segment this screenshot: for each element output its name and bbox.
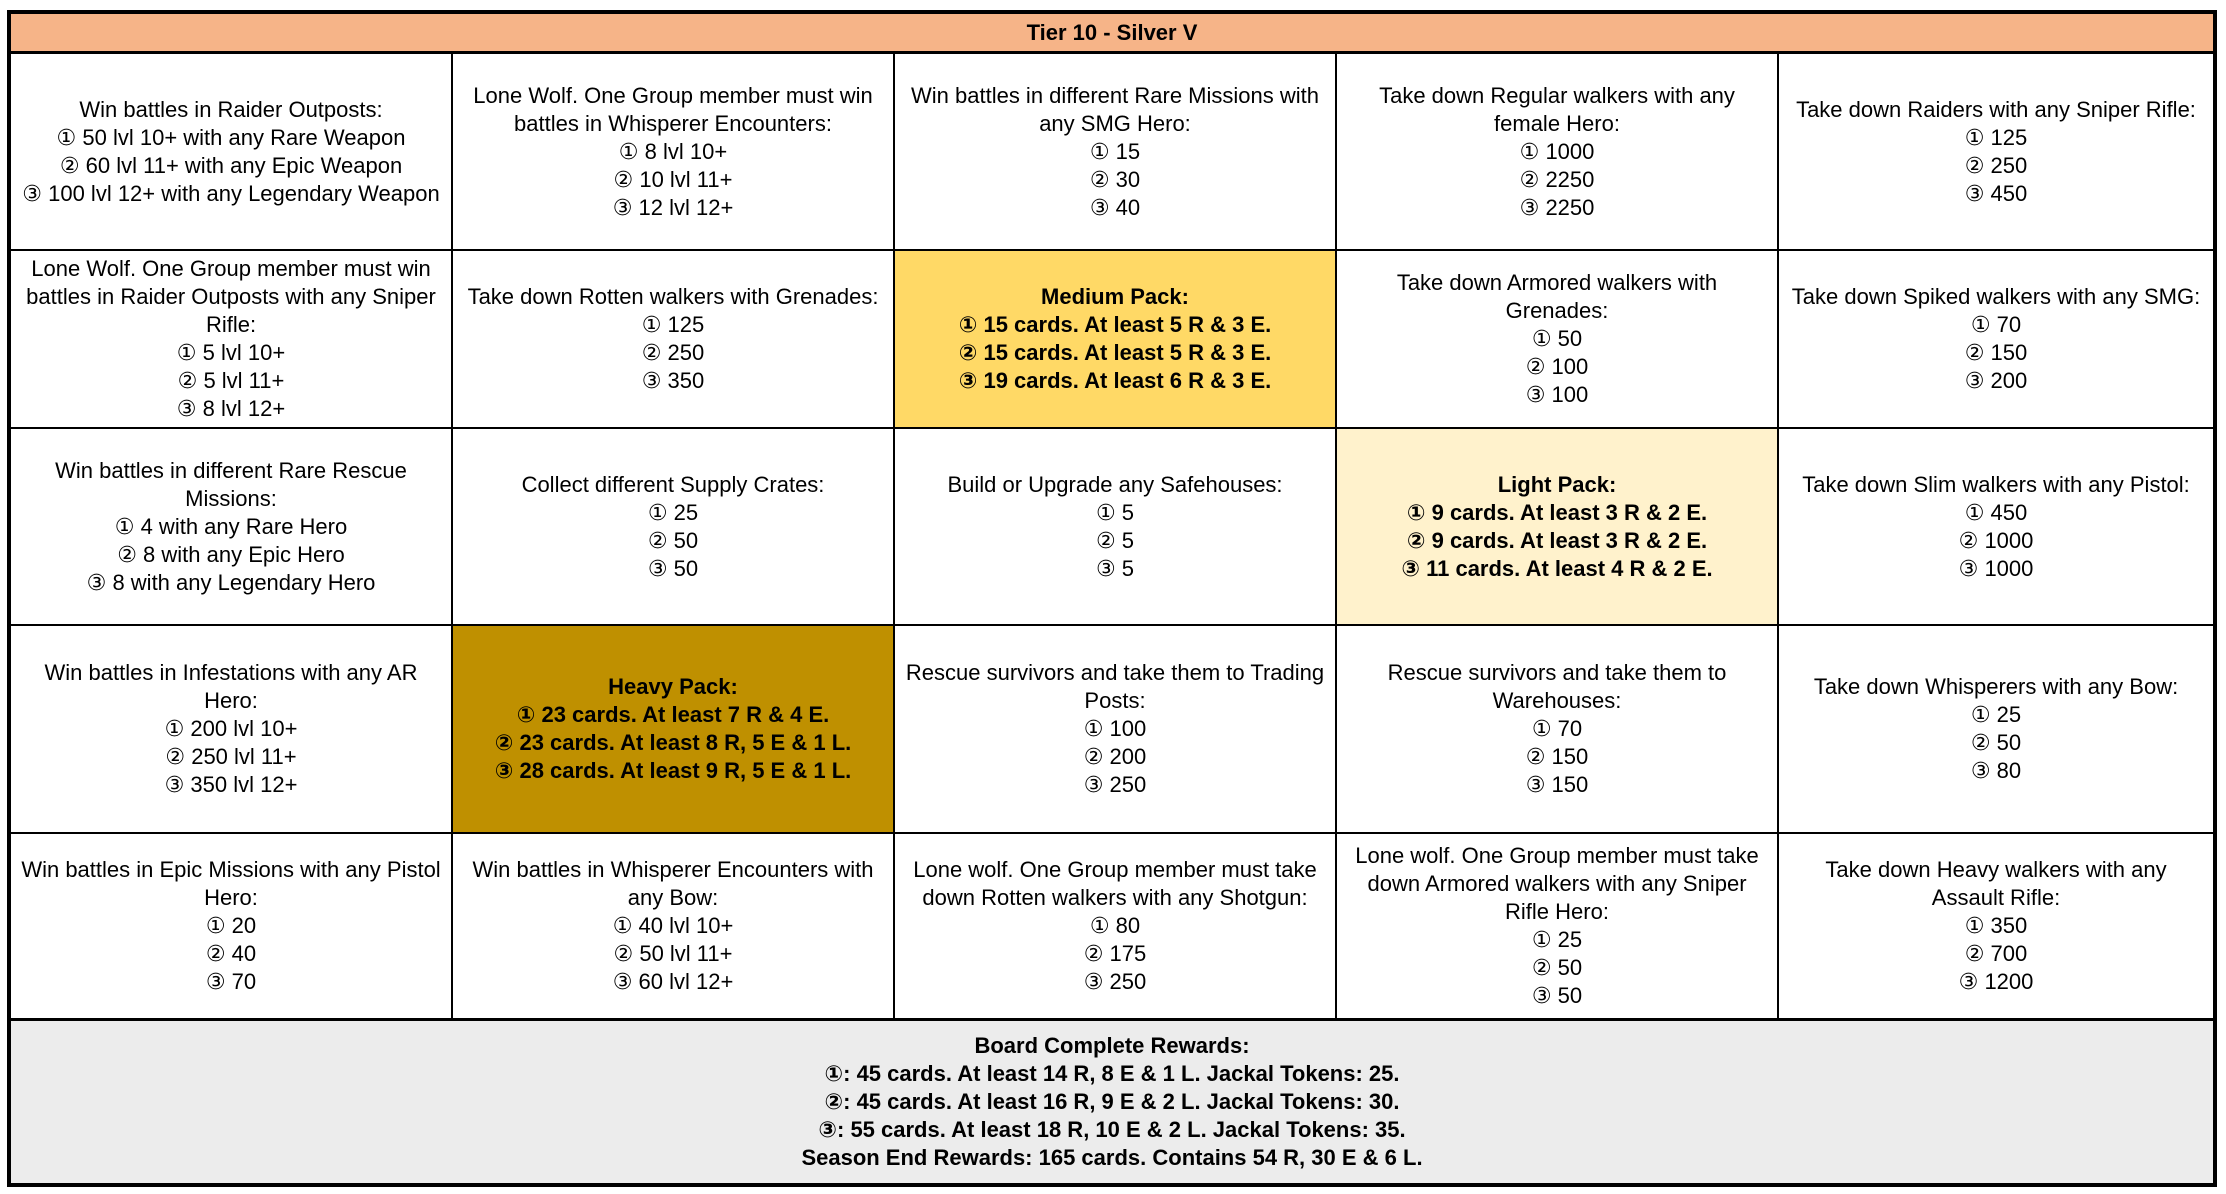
rewards-heading: Board Complete Rewards: [974,1033,1250,1058]
challenge-cell [1779,834,2213,1021]
tier-requirement: ③ 150 [1525,772,1589,797]
tier-requirement: ③ 8 lvl 12+ [176,396,286,421]
challenge-description: Take down Slim walkers with any Pistol: [1802,471,2190,497]
tier-requirement: ① 50 [1531,326,1583,351]
tier-requirement: ② 30 [1089,166,1141,192]
challenge-cell [895,429,1337,626]
tier-requirement: ③ 50 [1531,983,1583,1008]
tier-requirement: ③ 12 lvl 12+ [612,194,734,220]
tier-requirement: ② 8 with any Epic Hero [117,541,345,567]
tier-requirement: ③ 1000 [1958,555,2034,581]
tier-requirement: ② 9 cards. At least 3 R & 2 E. [1406,527,1708,553]
tier-requirement: ① 450 [1964,499,2028,525]
tier-requirement: ③ 80 [1970,758,2022,783]
challenge-description: Take down Heavy walkers with any Assault Rifle: [1825,857,2167,910]
tier-requirement: ③ 100 lvl 12+ with any Legendary Weapon [22,180,440,206]
pack-title: Heavy Pack: [608,674,738,699]
tier-requirement: ① 100 [1083,716,1147,741]
tier-requirement: ③ 250 [1083,969,1147,994]
challenge-cell [1337,626,1779,834]
tier-requirement: ① 20 [205,913,257,938]
tier-requirement: ② 10 lvl 11+ [613,166,733,192]
tier-requirement: ① 125 [641,312,705,337]
light-pack-cell [1337,429,1779,626]
tier-requirement: ① 70 [1531,716,1583,741]
tier-requirement: ③ 70 [205,969,257,994]
challenge-description: Lone Wolf. One Group member must win battles in Raider Outposts with any Sniper Rifle: [26,256,436,337]
tier-requirement: ① 25 [1970,702,2022,727]
tier-requirement: ② 23 cards. At least 8 R, 5 E & 1 L. [494,730,852,755]
tier-requirement: ① 200 lvl 10+ [164,716,298,741]
tier-requirement: ② 700 [1964,941,2028,966]
challenge-cell [11,834,453,1021]
medium-pack-cell [895,251,1337,429]
tier-requirement: ② 200 [1083,744,1147,769]
challenge-cell [11,626,453,834]
tier-requirement: ② 15 cards. At least 5 R & 3 E. [958,340,1272,365]
tier-requirement: ② 40 [205,941,257,966]
tier-requirement: ③ 250 [1083,772,1147,797]
challenge-description: Win battles in Raider Outposts: [79,96,383,122]
tier-requirement: ① 5 lvl 10+ [176,340,286,365]
challenge-description: Take down Raiders with any Sniper Rifle: [1796,96,2196,122]
pack-title: Light Pack: [1497,471,1617,497]
challenge-description: Lone wolf. One Group member must take down Armored walkers with any Sniper Rifle Hero: [1355,843,1759,924]
tier-requirement: ① 25 [1531,927,1583,952]
tier-requirement: ② 150 [1525,744,1589,769]
challenge-cell [1779,251,2213,429]
challenge-description: Build or Upgrade any Safehouses: [947,471,1283,497]
tier-board [7,10,2217,1187]
challenge-cell [453,54,895,251]
challenge-description: Lone Wolf. One Group member must win battles in Whisperer Encounters: [473,82,873,136]
challenge-cell [1779,626,2213,834]
tier-title: Tier 10 - Silver V [11,14,2213,54]
challenge-description: Win battles in Epic Missions with any Pistol Hero: [21,857,441,910]
challenge-description: Collect different Supply Crates: [521,471,825,497]
tier-requirement: ② 250 [641,340,705,365]
tier-requirement: ① 80 [1089,913,1141,938]
challenge-description: Take down Armored walkers with Grenades: [1396,270,1718,323]
tier-requirement: ③ 1200 [1958,969,2034,994]
tier-requirement: ① 8 lvl 10+ [618,138,728,164]
tier-requirement: ③ 5 [1095,555,1135,581]
challenge-cell [1779,429,2213,626]
challenge-cell [453,429,895,626]
challenge-description: Take down Whisperers with any Bow: [1813,674,2179,699]
tier-requirement: ② 50 lvl 11+ [613,941,733,966]
tier-requirement: ② 150 [1964,340,2028,365]
tier-requirement: ① 50 lvl 10+ with any Rare Weapon [56,124,406,150]
challenge-cell [453,834,895,1021]
challenge-cell [1337,251,1779,429]
heavy-pack-cell [453,626,895,834]
challenge-description: Win battles in different Rare Rescue Missions: [55,457,407,511]
challenge-cell [1337,54,1779,251]
tier-requirement: ② 2250 [1519,166,1595,192]
tier-requirement: ① 15 [1089,138,1141,164]
tier-requirement: ② 250 lvl 11+ [165,744,297,769]
tier-requirement: ① 15 cards. At least 5 R & 3 E. [958,312,1272,337]
challenge-cell [1779,54,2213,251]
challenge-description: Win battles in different Rare Missions with any SMG Hero: [911,82,1319,136]
challenge-grid [11,54,2213,1021]
tier-requirement: ① 40 lvl 10+ [612,913,734,938]
pack-title: Medium Pack: [1041,284,1189,309]
challenge-cell [895,626,1337,834]
challenge-cell [895,54,1337,251]
tier-requirement: ① 350 [1964,913,2028,938]
tier-requirement: ① 23 cards. At least 7 R & 4 E. [516,702,830,727]
tier-requirement: ① 1000 [1519,138,1595,164]
tier-requirement: ② 250 [1964,152,2028,178]
tier-requirement: ③ 100 [1525,382,1589,407]
reward-line: ①: 45 cards. At least 14 R, 8 E & 1 L. Jackal Tokens: 25. [824,1061,1400,1086]
tier-requirement: ① 125 [1964,124,2028,150]
tier-requirement: ② 60 lvl 11+ with any Epic Weapon [59,152,403,178]
challenge-cell [11,54,453,251]
tier-requirement: ③ 11 cards. At least 4 R & 2 E. [1401,555,1713,581]
challenge-cell [453,251,895,429]
tier-requirement: ① 5 [1095,499,1135,525]
tier-requirement: ③ 60 lvl 12+ [612,969,734,994]
challenge-cell [895,834,1337,1021]
challenge-description: Win battles in Whisperer Encounters with any Bow: [472,857,874,910]
tier-requirement: ③ 28 cards. At least 9 R, 5 E & 1 L. [494,758,852,783]
challenge-cell [11,429,453,626]
challenge-description: Rescue survivors and take them to Warehouses: [1387,660,1727,713]
tier-requirement: ③ 350 lvl 12+ [164,772,298,797]
challenge-description: Take down Rotten walkers with Grenades: [467,284,879,309]
challenge-description: Lone wolf. One Group member must take down Rotten walkers with any Shotgun: [913,857,1317,910]
tier-requirement: ② 1000 [1958,527,2034,553]
tier-requirement: ③ 40 [1089,194,1141,220]
tier-requirement: ③ 50 [647,555,699,581]
tier-requirement: ② 50 [647,527,699,553]
tier-requirement: ③ 2250 [1519,194,1595,220]
tier-requirement: ② 50 [1531,955,1583,980]
challenge-description: Rescue survivors and take them to Trading Posts: [905,660,1325,713]
challenge-description: Take down Spiked walkers with any SMG: [1791,284,2201,309]
tier-requirement: ② 5 lvl 11+ [177,368,285,393]
tier-requirement: ③ 350 [641,368,705,393]
tier-requirement: ③ 200 [1964,368,2028,393]
challenge-description: Win battles in Infestations with any AR Hero: [44,660,418,713]
tier-requirement: ② 100 [1525,354,1589,379]
challenge-cell [11,251,453,429]
tier-requirement: ② 50 [1970,730,2022,755]
challenge-description: Take down Regular walkers with any female Hero: [1379,82,1735,136]
tier-requirement: ③ 19 cards. At least 6 R & 3 E. [958,368,1272,393]
tier-requirement: ② 5 [1095,527,1135,553]
tier-requirement: ① 25 [647,499,699,525]
challenge-cell [1337,834,1779,1021]
tier-requirement: ③ 450 [1964,180,2028,206]
reward-line: Season End Rewards: 165 cards. Contains 54 R, 30 E & 6 L. [801,1145,1423,1170]
tier-requirement: ③ 8 with any Legendary Hero [86,569,376,595]
tier-requirement: ① 70 [1970,312,2022,337]
tier-requirement: ① 4 with any Rare Hero [114,513,348,539]
reward-line: ②: 45 cards. At least 16 R, 9 E & 2 L. Jackal Tokens: 30. [824,1089,1400,1114]
board-rewards [11,1021,2213,1183]
tier-requirement: ② 175 [1083,941,1147,966]
reward-line: ③: 55 cards. At least 18 R, 10 E & 2 L. Jackal Tokens: 35. [818,1117,1406,1142]
tier-requirement: ① 9 cards. At least 3 R & 2 E. [1406,499,1708,525]
